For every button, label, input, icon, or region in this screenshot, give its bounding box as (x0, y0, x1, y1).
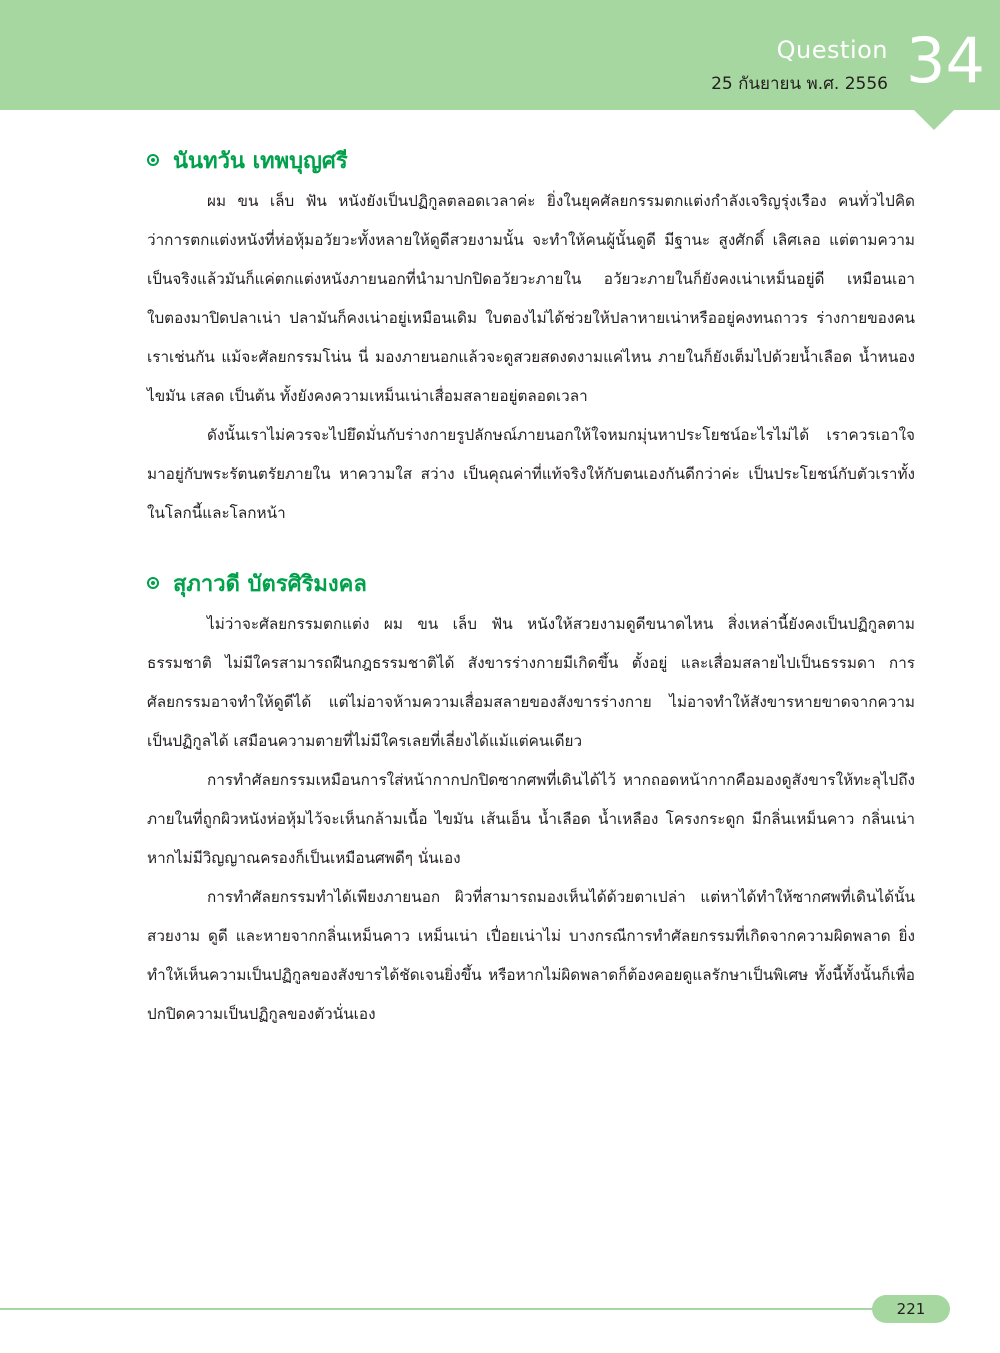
paragraph: ผม ขน เล็บ ฟัน หนังยังเป็นปฏิกูลตลอดเวลาค่ะ ยิ่งในยุคศัลยกรรมตกแต่งกำลังเจริญรุ่งเรือง คนทั่วไปคิดว่าการตกแต่งหนังที่ห่อหุ้มอวัยวะทั้งหลายให้ดูดีสวยงามนั้น จะทำให้คนผู้นั้นดูดี มีฐานะ สูงศักดิ์ เลิศเลอ แต่ตามความเป็นจริงแล้วมันก็แค่ตกแต่งหนังภายนอกที่นำมาปกปิดอวัยวะภายใน อวัยวะภายในก็ยังคงเน่าเหม็นอยู่ดี เหมือนเอาใบตองมาปิดปลาเน่า ปลามันก็คงเน่าอยู่เหมือนเดิม ใบตองไม่ได้ช่วยให้ปลาหายเน่าหรืออยู่คงทนถาวร ร่างกายของคนเราเช่นกัน แม้จะศัลยกรรมโน่น นี่ มองภายนอกแล้วจะดูสวยสดงดงามแค่ไหน ภายในก็ยังเต็มไปด้วยน้ำเลือด น้ำหนอง ไขมัน เสลด เป็นต้น ทั้งยังคงความเหม็นเน่าเสื่อมสลายอยู่ตลอดเวลา (147, 192, 915, 405)
question-date: 25 กันยายน พ.ศ. 2556 (711, 74, 888, 94)
question-label: Question (776, 36, 888, 64)
footer-line (0, 1308, 875, 1310)
page-number: 221 (872, 1295, 950, 1323)
section-author-2 (147, 561, 915, 1034)
section-author-1 (147, 138, 915, 533)
paragraph: ดังนั้นเราไม่ควรจะไปยึดมั่นกับร่างกายรูปลักษณ์ภายนอกให้ใจหมกมุ่นหาประโยชน์อะไรไม่ได้ เราควรเอาใจมาอยู่กับพระรัตนตรัยภายใน หาความใส สว่าง เป็นคุณค่าที่แท้จริงให้กับตนเองกันดีกว่าค่ะ เป็นประโยชน์กับตัวเราทั้งในโลกนี้และโลกหน้า (147, 426, 915, 522)
header-notch (914, 110, 954, 130)
paragraph: ไม่ว่าจะศัลยกรรมตกแต่ง ผม ขน เล็บ ฟัน หนังให้สวยงามดูดีขนาดไหน สิ่งเหล่านี้ยังคงเป็นปฏิกูลตามธรรมชาติ ไม่มีใครสามารถฝืนกฎธรรมชาติได้ สังขารร่างกายมีเกิดขึ้น ตั้งอยู่ และเสื่อมสลายไปเป็นธรรมดา การศัลยกรรมอาจทำให้ดูดีได้ แต่ไม่อาจห้ามความเสื่อมสลายของสังขารร่างกาย ไม่อาจทำให้สังขารหายขาดจากความเป็นปฏิกูลได้ เสมือนความตายที่ไม่มีใครเลยที่เลี่ยงได้แม้แต่คนเดียว (147, 615, 915, 750)
section-title (147, 561, 915, 605)
section-title (147, 138, 915, 182)
page-content (147, 138, 915, 1062)
paragraph: การทำศัลยกรรมทำได้เพียงภายนอก ผิวที่สามารถมองเห็นได้ด้วยตาเปล่า แต่หาได้ทำให้ซากศพที่เดินได้นั้นสวยงาม ดูดี และหายจากกลิ่นเหม็นคาว เหม็นเน่า เปื่อยเน่าไม่ บางกรณีการทำศัลยกรรมที่เกิดจากความผิดพลาด ยิ่งทำให้เห็นความเป็นปฏิกูลของสังขารได้ชัดเจนยิ่งขึ้น หรือหากไม่ผิดพลาดก็ต้องคอยดูแลรักษาเป็นพิเศษ ทั้งนี้ทั้งนั้นก็เพื่อปกปิดความเป็นปฏิกูลของตัวนั่นเอง (147, 888, 915, 1023)
author-name: สุภาวดี บัตรศิริมงคล (173, 571, 367, 597)
paragraph: การทำศัลยกรรมเหมือนการใส่หน้ากากปกปิดซากศพที่เดินได้ไว้ หากถอดหน้ากากคือมองดูสังขารให้ทะลุไปถึงภายในที่ถูกผิวหนังห่อหุ้มไว้จะเห็นกล้ามเนื้อ ไขมัน เส้นเอ็น น้ำเลือด น้ำเหลือง โครงกระดูก มีกลิ่นเหม็นคาว กลิ่นเน่า หากไม่มีวิญญาณครองก็เป็นเหมือนศพดีๆ นั่นเอง (147, 771, 915, 867)
bullet-icon (147, 154, 159, 166)
bullet-icon (147, 577, 159, 589)
author-name: นันทวัน เทพบุญศรี (173, 148, 348, 174)
question-number: 34 (906, 24, 985, 97)
